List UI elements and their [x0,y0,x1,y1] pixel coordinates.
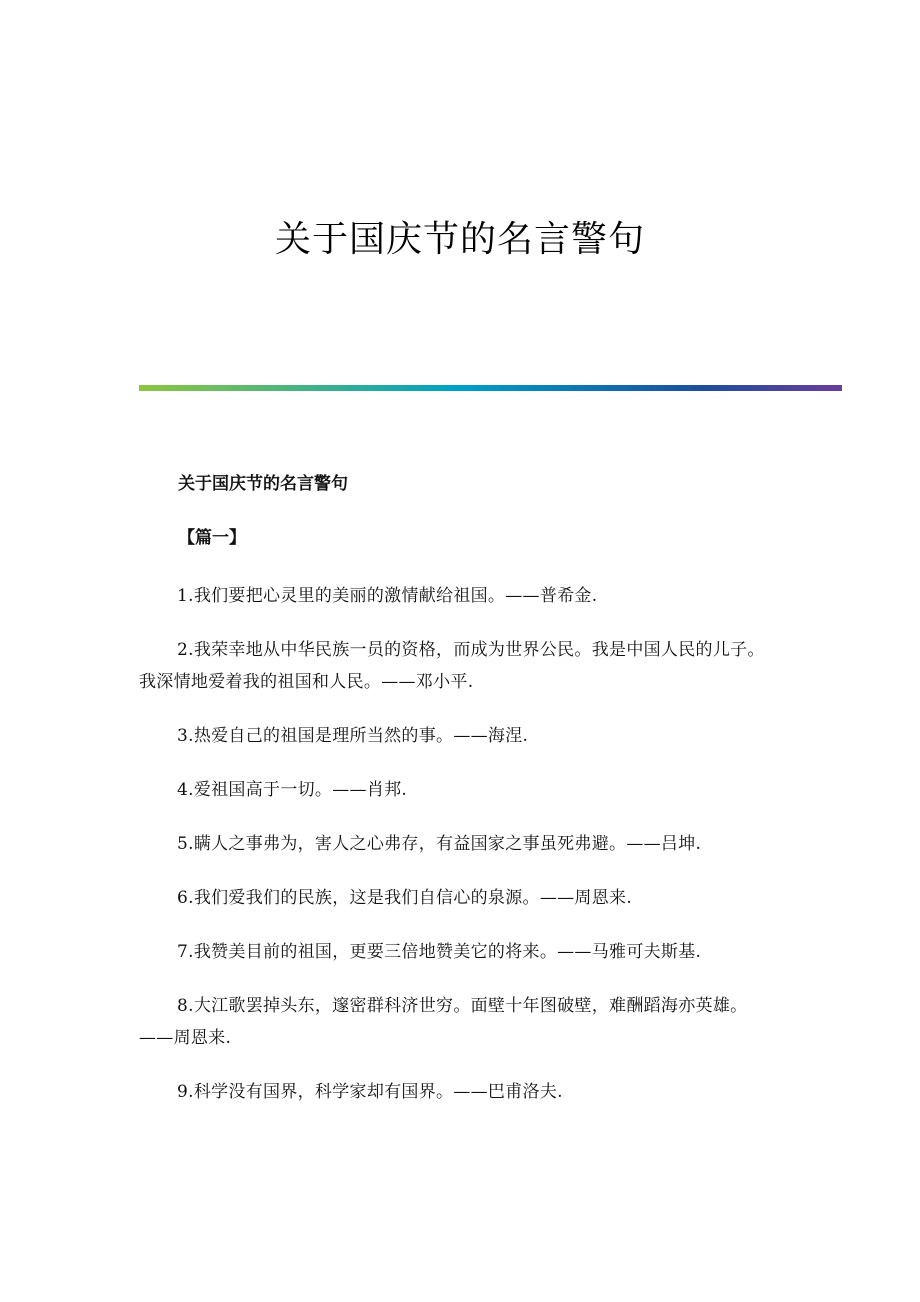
quote-list [139,580,779,1130]
quote-item: 6.我们爱我们的民族，这是我们自信心的泉源。——周恩来. [177,888,633,908]
quote-item: 7.我赞美目前的祖国，更要三倍地赞美它的将来。——马雅可夫斯基. [177,942,702,962]
quote-item: 4.爱祖国高于一切。——肖邦. [177,780,408,800]
title-divider [139,385,842,391]
page-title: 关于国庆节的名言警句 [274,219,645,260]
quote-item: 2.我荣幸地从中华民族一员的资格，而成为世界公民。我是中国人民的儿子。我深情地爱着我的祖国和人民。——邓小平. [139,640,765,692]
document-subtitle: 关于国庆节的名言警句 [178,474,348,494]
quote-item: 8.大江歌罢掉头东，邃密群科济世穷。面壁十年图破壁，难酬蹈海亦英雄。——周恩来. [139,996,748,1048]
quote-item: 1.我们要把心灵里的美丽的激情献给祖国。——普希金. [177,586,598,606]
section-heading: 【篇一】 [178,528,246,548]
quote-item: 5.瞒人之事弗为，害人之心弗存，有益国家之事虽死弗避。——吕坤. [177,834,702,854]
quote-item: 9.科学没有国界，科学家却有国界。——巴甫洛夫. [177,1082,563,1102]
quote-item: 3.热爱自己的祖国是理所当然的事。——海涅. [177,726,529,746]
